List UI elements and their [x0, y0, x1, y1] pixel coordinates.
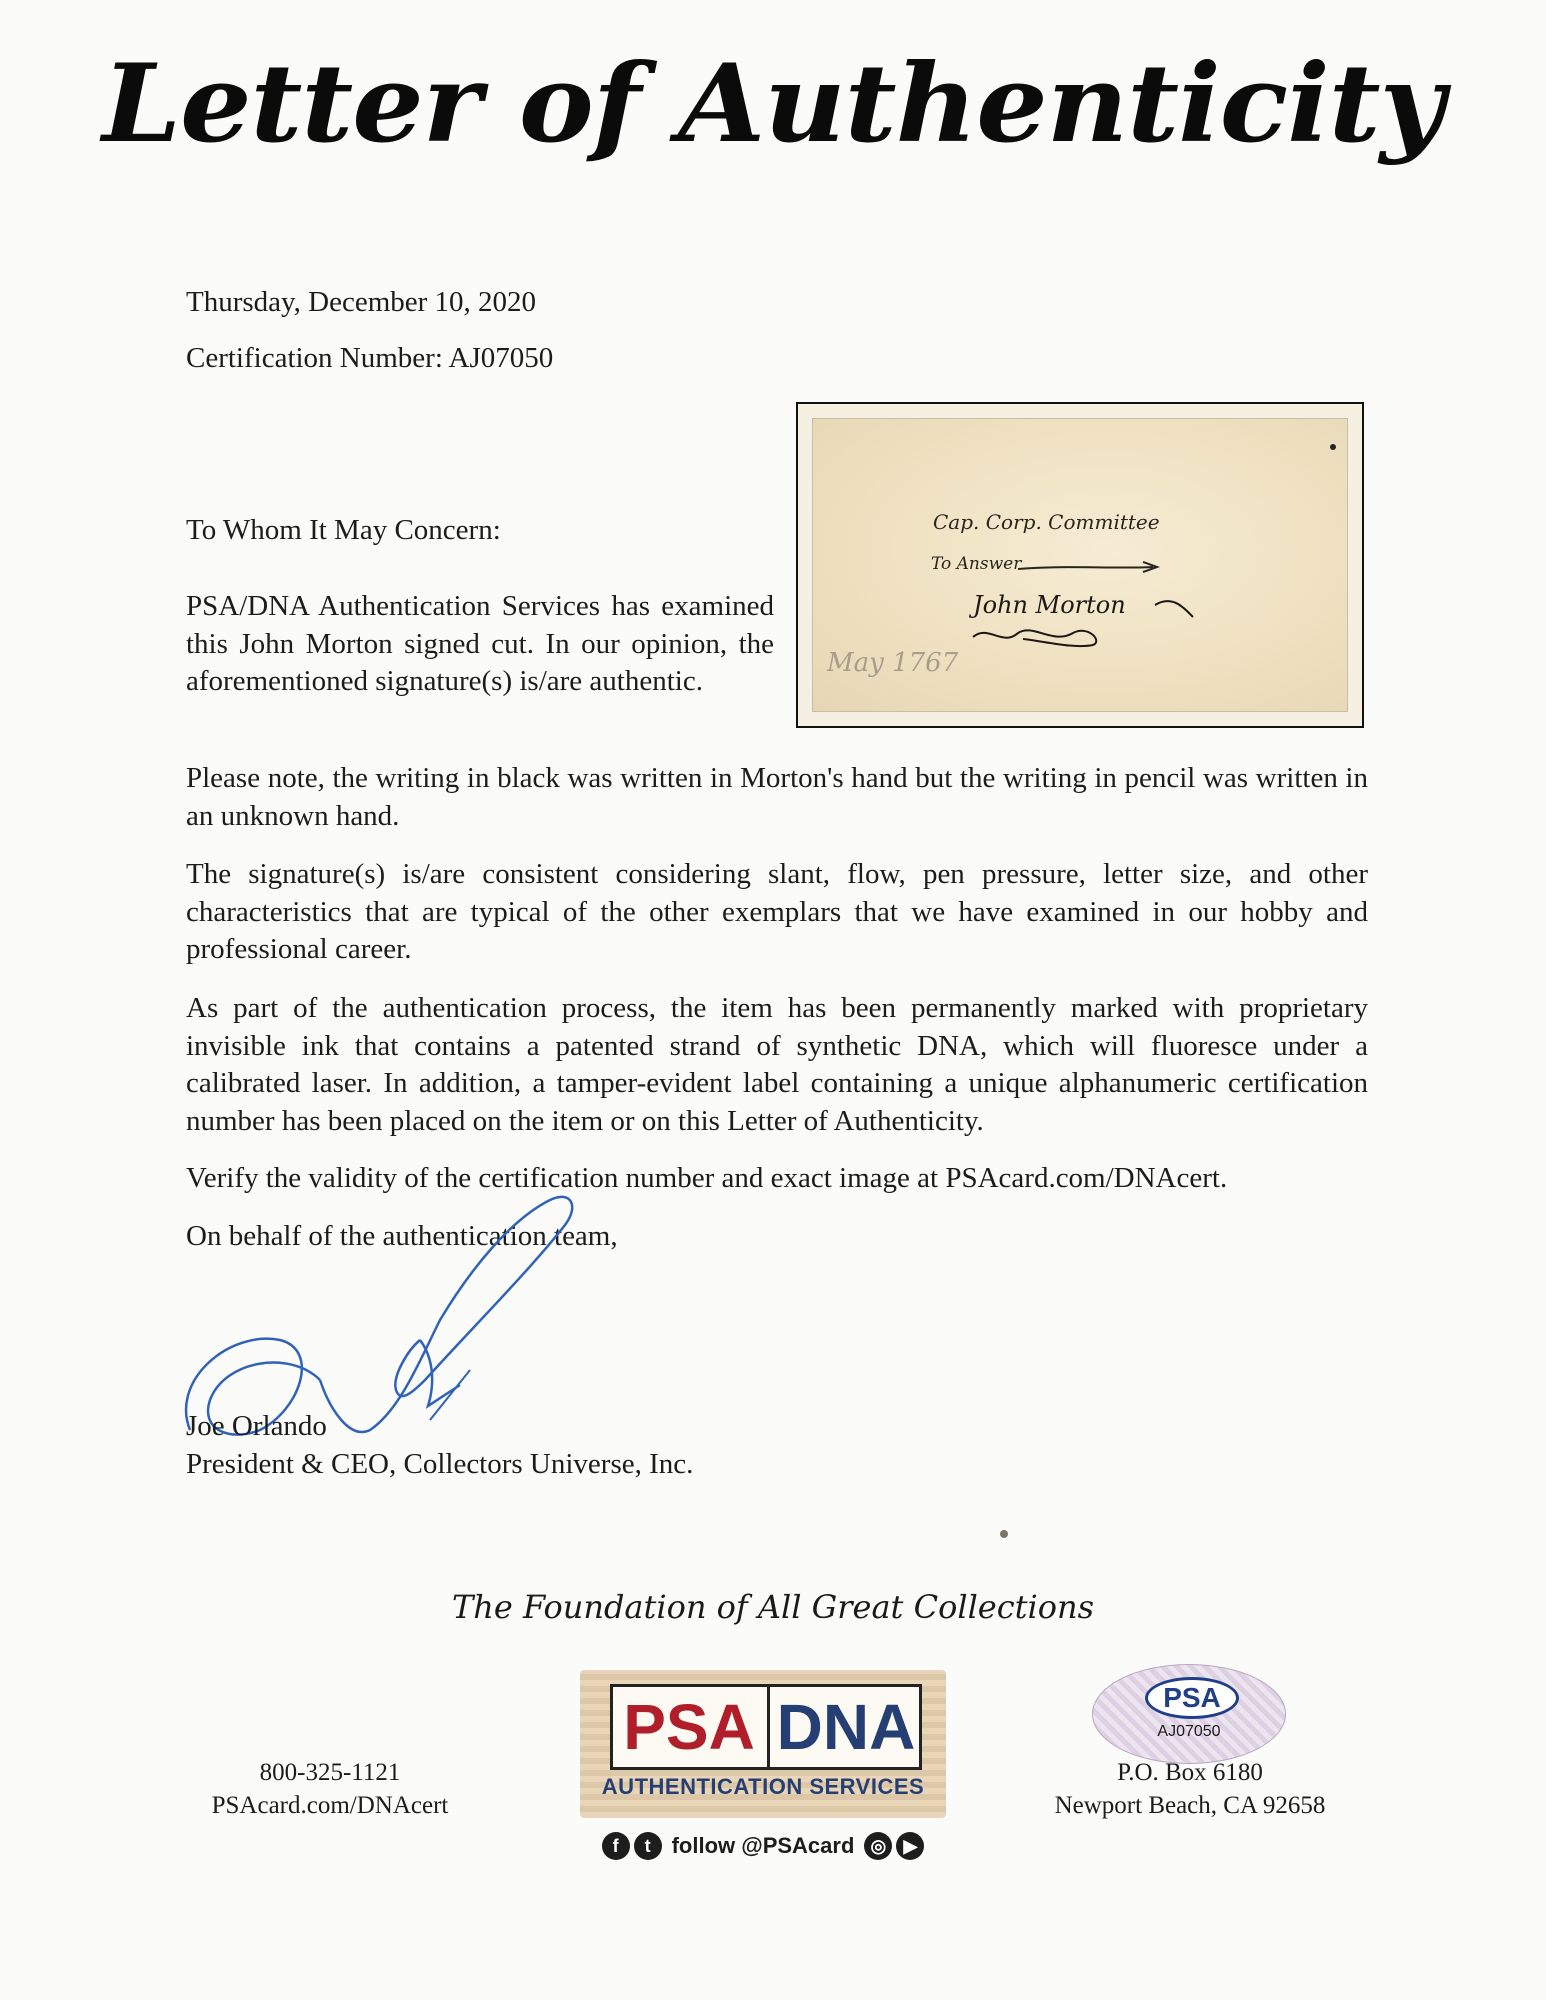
paragraph-consistency: The signature(s) is/are consistent considering slant, flow, pen pressure, letter size, and other characteristics that are typical of the other exemplars that we have examined in our hobby and professional career.: [186, 858, 1368, 965]
footer-website[interactable]: PSAcard.com/DNAcert: [211, 1792, 449, 1819]
paragraph-exam-result: PSA/DNA Authentication Services has examined this John Morton signed cut. In our opinion, the aforementioned signature(s) is/are authentic.: [186, 590, 774, 697]
john-morton-signature: John Morton: [973, 591, 1126, 619]
instagram-icon[interactable]: ◎: [864, 1832, 892, 1860]
footer-tagline: The Foundation of All Great Collections: [451, 1588, 1095, 1626]
certification-number: Certification Number: AJ07050: [186, 342, 554, 374]
salutation: To Whom It May Concern:: [186, 514, 501, 546]
sticker-psa-logo: PSA: [1145, 1677, 1239, 1719]
signer-name: Joe Orlando: [186, 1410, 327, 1442]
paragraph-pencil-note: Please note, the writing in black was written in Morton's hand but the writing in pencil was written in an unknown hand.: [186, 762, 1368, 832]
letter-title: Letter of Authenticity: [102, 41, 1444, 167]
cut-ink-line-1: Cap. Corp. Committee: [933, 510, 1160, 534]
paragraph-closing: On behalf of the authentication team,: [186, 1220, 618, 1252]
paper-speck: [1000, 1530, 1008, 1538]
youtube-icon[interactable]: ▶: [896, 1832, 924, 1860]
facebook-icon[interactable]: f: [602, 1832, 630, 1860]
logo-dna-text: DNA: [767, 1687, 922, 1767]
twitter-icon[interactable]: t: [634, 1832, 662, 1860]
follow-handle[interactable]: follow @PSAcard: [671, 1833, 855, 1858]
logo-subtitle: AUTHENTICATION SERVICES: [601, 1774, 925, 1799]
signer-title: President & CEO, Collectors Universe, Inc.: [186, 1448, 694, 1480]
signed-cut-photo: [796, 402, 1364, 728]
logo-psa-text: PSA: [623, 1691, 755, 1763]
letter-date: Thursday, December 10, 2020: [186, 286, 537, 318]
address-po-box: P.O. Box 6180: [1117, 1759, 1263, 1786]
cut-ink-line-2: To Answer: [931, 554, 1022, 574]
address-city: Newport Beach, CA 92658: [1054, 1792, 1326, 1819]
psa-cert-sticker: [1092, 1664, 1286, 1764]
paragraph-dna-process: As part of the authentication process, the item has been permanently marked with proprietary invisible ink that contains a patented strand of synthetic DNA, which will fluoresce under a calibrated laser. In addition, a tamper-evident label containing a unique alphanumeric certification number has been placed on the item or on this Letter of Authenticity.: [186, 992, 1368, 1137]
pencil-date-note: May 1767: [827, 648, 959, 678]
psa-dna-logo: [580, 1670, 946, 1818]
sticker-cert-number: AJ07050: [1157, 1723, 1221, 1740]
footer-phone: 800-325-1121: [259, 1759, 401, 1786]
paragraph-verify: Verify the validity of the certification number and exact image at PSAcard.com/DNAcert.: [186, 1162, 1228, 1194]
